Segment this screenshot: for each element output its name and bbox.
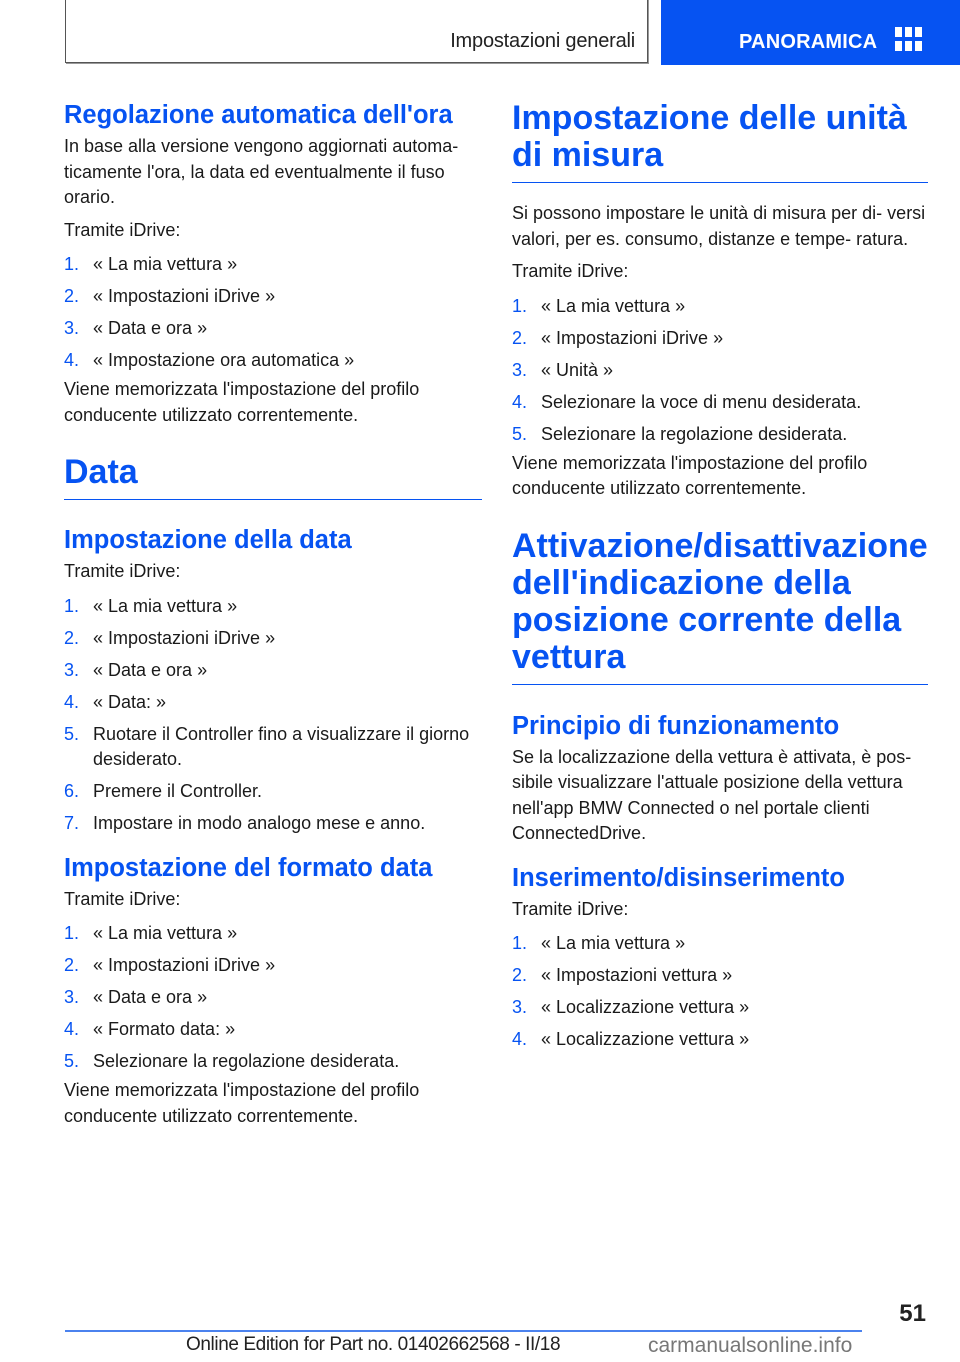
step-text: « La mia vettura »: [541, 933, 686, 953]
date-format-section: [64, 853, 482, 1130]
date-format-heading: Impostazione del formato data: [64, 853, 433, 882]
step-text: « Data e ora »: [93, 659, 208, 680]
right-column: [512, 100, 928, 1059]
step-item: [64, 953, 482, 979]
section-title: Impostazioni generali: [450, 30, 635, 52]
step-number: 3.: [512, 997, 528, 1017]
step-item: [512, 390, 928, 416]
step-item: [512, 294, 928, 320]
step-number: 1.: [512, 933, 528, 953]
step-item: [64, 811, 482, 837]
step-text: « La mia vettura »: [93, 595, 238, 616]
step-text: « Impostazioni vettura »: [541, 965, 733, 985]
edition-text: Online Edition for Part no. 01402662568 - II/18: [186, 1334, 561, 1355]
step-item: [512, 995, 928, 1021]
units-heading: Impostazione delle unità di misura: [512, 100, 928, 183]
step-item: [64, 1017, 482, 1043]
step-number: 1.: [64, 595, 80, 616]
step-number: 4.: [512, 1029, 528, 1049]
step-item: [64, 985, 482, 1011]
toggle-steps: [512, 931, 928, 1053]
step-text: « La mia vettura »: [93, 254, 238, 274]
step-number: 5.: [64, 1051, 80, 1071]
step-text: Selezionare la regolazione desiderata.: [541, 423, 848, 444]
location-section: [512, 528, 928, 685]
step-item: [512, 326, 928, 352]
units-intro: Si possono impostare le unità di misura per di- versi valori, per es. consumo, distanze e tempe- ratura.: [512, 203, 926, 249]
date-format-steps: [64, 921, 482, 1075]
step-item: [512, 963, 928, 989]
step-text: Premere il Controller.: [93, 781, 263, 801]
location-heading: Attivazione/disattivazione dell'indicazione della posizione corrente della vettura: [512, 528, 928, 685]
step-number: 5.: [64, 723, 80, 744]
step-item: [64, 316, 482, 342]
step-item: [64, 690, 482, 716]
principle-heading: Principio di funzionamento: [512, 711, 840, 740]
grid-icon: [895, 27, 922, 52]
step-item: [512, 422, 928, 448]
profile-note: Viene memorizzata l'impostazione del profilo conducente utilizzato correntemente.: [64, 379, 420, 425]
set-date-heading: Impostazione della data: [64, 526, 352, 554]
step-text: « Impostazioni iDrive »: [93, 955, 276, 975]
via-idrive-label: Tramite iDrive:: [64, 888, 181, 909]
step-item: [512, 931, 928, 957]
step-item: [64, 1049, 482, 1075]
step-number: 2.: [512, 965, 528, 985]
step-item: [64, 252, 482, 278]
step-number: 3.: [64, 987, 80, 1007]
step-number: 4.: [64, 1019, 80, 1039]
step-number: 3.: [64, 318, 80, 338]
watermark-link[interactable]: carmanualsonline.info: [648, 1334, 853, 1357]
step-text: « Data e ora »: [93, 318, 208, 338]
step-text: « La mia vettura »: [93, 923, 238, 943]
step-item: [64, 779, 482, 805]
units-steps: [512, 294, 928, 448]
step-number: 1.: [64, 923, 80, 943]
via-idrive-label: Tramite iDrive:: [64, 219, 181, 240]
principle-text: Se la localizzazione della vettura è attivata, è pos- sibile visualizzare l'attuale posizione della vettura nell'app BMW Connected o nel portale clienti ConnectedDrive.: [512, 746, 912, 843]
step-text: « Localizzazione vettura »: [541, 997, 750, 1017]
left-column: [64, 100, 482, 1129]
step-text: « Localizzazione vettura »: [541, 1029, 750, 1049]
step-number: 2.: [512, 327, 528, 348]
step-item: [64, 626, 482, 652]
header-section-box: [65, 0, 648, 63]
data-section: [64, 454, 482, 500]
step-item: [512, 358, 928, 384]
via-idrive-label: Tramite iDrive:: [512, 261, 629, 281]
step-item: [512, 1027, 928, 1053]
step-number: 7.: [64, 813, 80, 833]
step-number: 4.: [512, 391, 528, 412]
auto-time-intro: In base alla versione vengono aggiornati automa- ticamente l'ora, la data ed eventualmente il fuso orario.: [64, 136, 459, 207]
step-number: 2.: [64, 627, 80, 648]
toggle-section: [512, 863, 928, 1053]
toggle-heading: Inserimento/disinserimento: [512, 863, 845, 892]
step-number: 3.: [512, 359, 528, 380]
units-section: [512, 100, 928, 502]
step-text: « Data e ora »: [93, 987, 208, 1007]
step-item: [64, 284, 482, 310]
step-text: Selezionare la voce di menu desiderata.: [541, 391, 862, 412]
step-number: 1.: [64, 254, 80, 274]
step-number: 4.: [64, 350, 80, 370]
principle-section: [512, 711, 928, 847]
step-text: « La mia vettura »: [541, 295, 686, 316]
set-date-steps: [64, 594, 482, 837]
via-idrive-label: Tramite iDrive:: [64, 561, 181, 581]
page-number: 51: [899, 1300, 926, 1327]
step-item: [64, 348, 482, 374]
step-text: « Impostazioni iDrive »: [93, 286, 276, 306]
step-text: Impostare in modo analogo mese e anno.: [93, 813, 426, 833]
panoramica-label: PANORAMICA: [739, 31, 878, 53]
step-item: [64, 594, 482, 620]
profile-note: Viene memorizzata l'impostazione del profilo conducente utilizzato correntemente.: [64, 1080, 420, 1126]
step-item: [64, 722, 482, 773]
step-number: 4.: [64, 691, 80, 712]
step-number: 5.: [512, 423, 528, 444]
step-number: 2.: [64, 286, 80, 306]
step-number: 2.: [64, 955, 80, 975]
set-date-section: [64, 525, 482, 837]
step-number: 6.: [64, 781, 80, 801]
step-text: Ruotare il Controller fino a visualizzare il giorno desiderato.: [93, 723, 470, 769]
auto-time-heading: Regolazione automatica dell'ora: [64, 101, 453, 129]
step-text: « Impostazioni iDrive »: [541, 327, 724, 348]
step-number: 1.: [512, 295, 528, 316]
step-number: 3.: [64, 659, 80, 680]
step-text: « Impostazione ora automatica »: [93, 350, 355, 370]
step-item: [64, 658, 482, 684]
footer-divider: [65, 1330, 862, 1332]
step-text: « Impostazioni iDrive »: [93, 627, 276, 648]
auto-time-steps: [64, 252, 482, 374]
profile-note: Viene memorizzata l'impostazione del profilo conducente utilizzato correntemente.: [512, 452, 868, 498]
step-item: [64, 921, 482, 947]
data-heading: Data: [64, 454, 482, 500]
step-text: « Data: »: [93, 691, 167, 712]
step-text: Selezionare la regolazione desiderata.: [93, 1051, 400, 1071]
auto-time-section: [64, 100, 482, 428]
step-text: « Formato data: »: [93, 1019, 236, 1039]
step-text: « Unità »: [541, 359, 614, 380]
panoramica-nav-button[interactable]: [661, 0, 960, 65]
via-idrive-label: Tramite iDrive:: [512, 898, 629, 919]
